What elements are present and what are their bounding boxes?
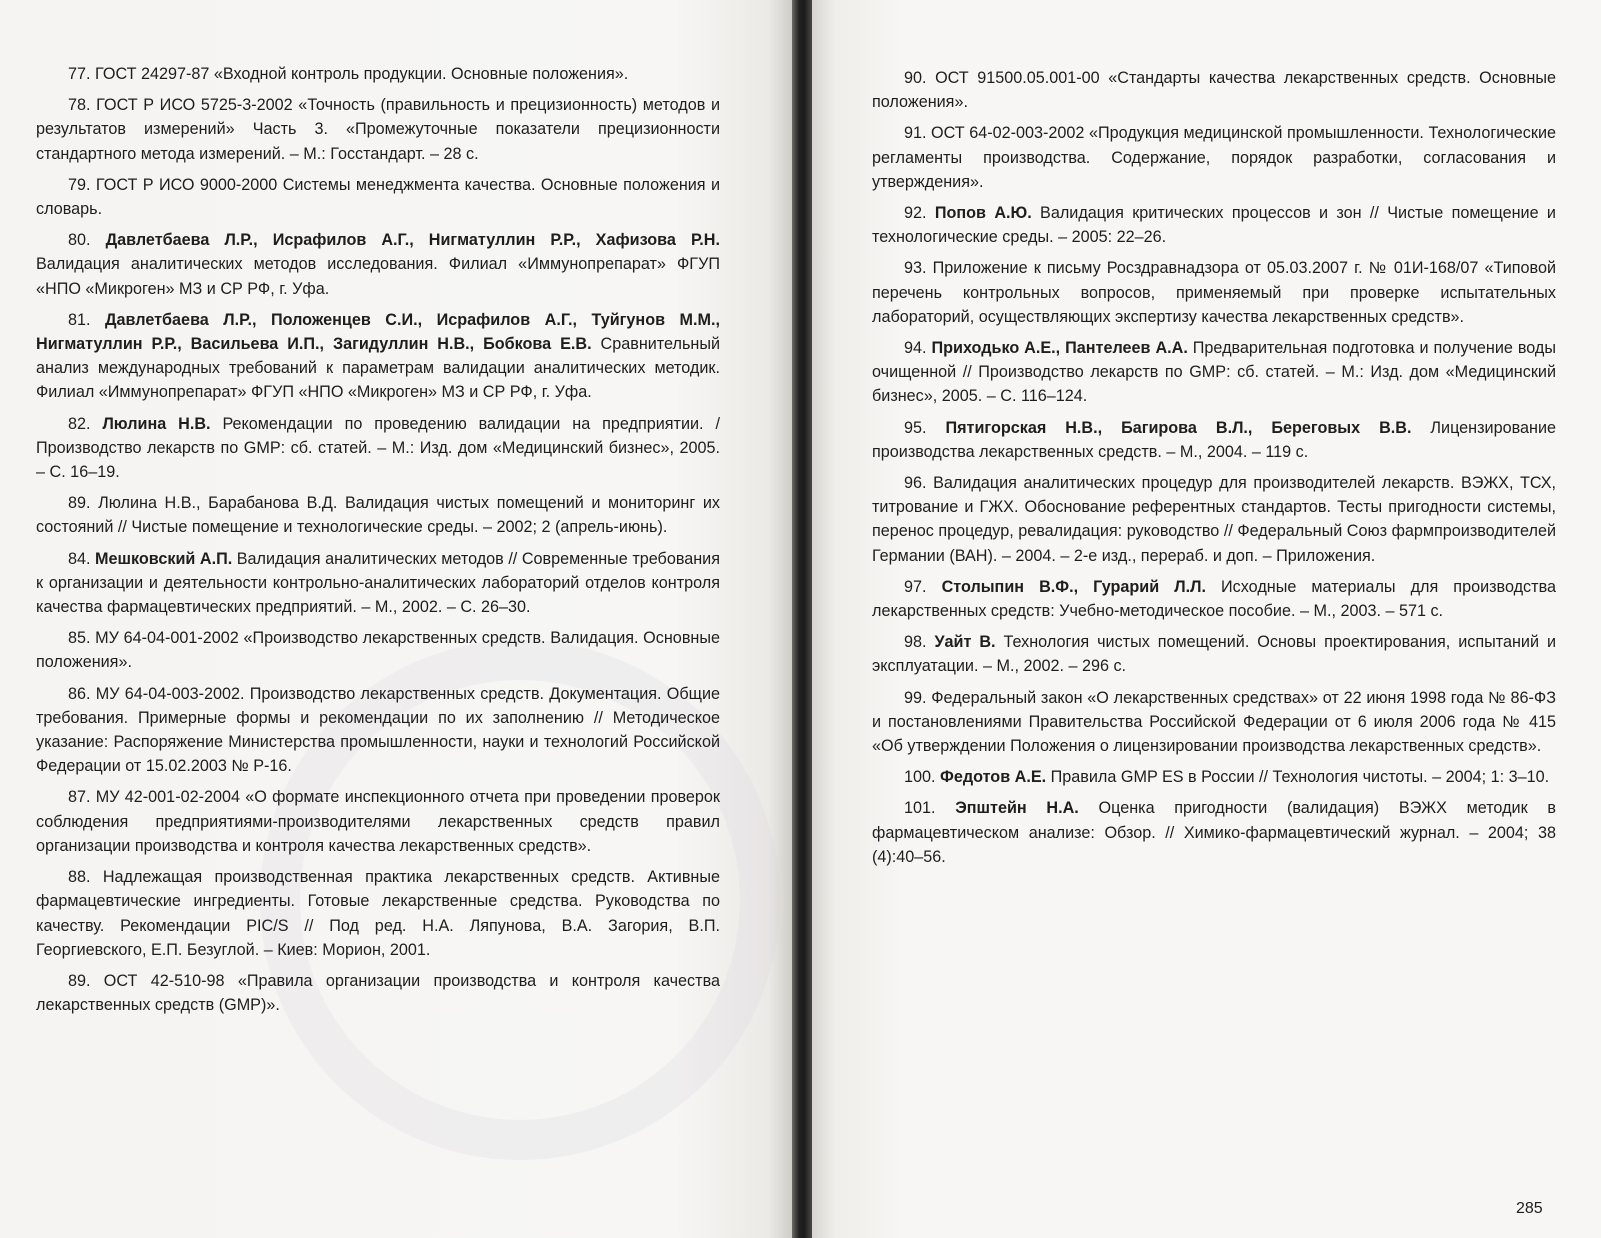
reference-authors: Столыпин В.Ф., Гурарий Л.Л. [941, 577, 1206, 596]
reference-text: 80. [68, 231, 106, 250]
reference-entry [872, 765, 1556, 789]
reference-text: Правила GMP ES в России // Технология чистоты. – 2004; 1: 3–10. [1046, 768, 1550, 787]
reference-entry [872, 201, 1556, 249]
reference-authors: Федотов А.Е. [940, 768, 1047, 787]
reference-text: 84. [68, 549, 96, 568]
reference-entry [36, 228, 720, 301]
reference-text: 86. МУ 64-04-003-2002. Производство лекарственных средств. Документация. Общие требования. Примерные формы и рекомендации по их заполнению // Методическое указание: Распоряжение Министерства промышленности, науки и технологий Российской Федерации от 15.02.2003 № Р-16. [36, 684, 720, 776]
reference-text: 98. [904, 633, 935, 652]
reference-entry [36, 785, 720, 858]
reference-text: Лицензирование производства лекарственных средств. – М., 2004. – 119 с. [872, 418, 1556, 461]
reference-text: 77. ГОСТ 24297-87 «Входной контроль продукции. Основные положения». [68, 65, 629, 83]
reference-text: 93. Приложение к письму Росздравнадзора от 05.03.2007 г. № 01И-168/07 «Типовой перечень контрольных вопросов, применяемый при проверке испытательных лабораторий, осуществляющих экспертизу качества лекарственных средств». [872, 259, 1556, 326]
reference-entry [872, 416, 1556, 464]
reference-entry [36, 626, 720, 674]
reference-text: Сравнительный анализ международных требований к параметрам валидации аналитических методик. Филиал «Иммунопрепарат» ФГУП «НПО «Микроген» МЗ и СР РФ, г. Уфа. [36, 335, 720, 402]
reference-entry [872, 796, 1556, 869]
reference-entry [872, 121, 1556, 194]
reference-authors: Попов А.Ю. [934, 204, 1032, 223]
reference-text: 78. ГОСТ Р ИСО 5725-3-2002 «Точность (правильность и прецизионность) методов и результатов измерений» Часть 3. «Промежуточные показатели прецизионности стандартного метода измерений. – М.: Госстандарт. – 28 с. [36, 96, 720, 163]
reference-text: 87. МУ 42-001-02-2004 «О формате инспекционного отчета при проведении проверок соблюдения предприятиями-производителями лекарственных средств правил организации производства и контроля качества лекарственных средств». [36, 788, 720, 855]
reference-entry [36, 547, 720, 620]
reference-authors: Приходько А.Е., Пантелеев А.А. [931, 339, 1188, 358]
reference-text: 101. [904, 799, 956, 818]
reference-entry [36, 865, 720, 962]
reference-authors: Давлетбаева Л.Р., Положенцев С.И., Исрафилов А.Г., Туйгунов М.М., Нигматуллин Р.Р., Васильева И.П., Загидуллин Н.В., Бобкова Е.В. [36, 310, 720, 354]
reference-text: Рекомендации по проведению валидации на предприятии. / Производство лекарств по GMP: сб. статей. – М.: Изд. дом «Медицинский бизнес», 2005. – С. 16–19. [36, 414, 720, 482]
reference-entry [36, 173, 720, 221]
book-gutter [792, 0, 812, 1238]
reference-entry [36, 969, 720, 1017]
reference-text: Предварительная подготовка и получение воды очищенной // Производство лекарств по GMP: сб. статей. – М.: Изд. дом «Медицинский бизнес», 2005. – С. 116–124. [872, 339, 1556, 406]
reference-authors: Люлина Н.В. [102, 414, 211, 433]
reference-text: 91. ОСТ 64-02-003-2002 «Продукция медицинской промышленности. Технологические регламенты производства. Содержание, порядок разработки, согласования и утверждения». [872, 124, 1556, 191]
reference-text: 97. [904, 577, 942, 596]
reference-text: 88. Надлежащая производственная практика лекарственных средств. Активные фармацевтические ингредиенты. Готовые лекарственные средства. Руководства по качеству. Рекомендации PIC/S // Под ред. Н.А. Ляпунова, В.А. Загория, В.П. Георгиевского, Е.П. Безуглой. – Киев: Морион, 2001. [36, 868, 720, 959]
reference-entry [872, 256, 1556, 329]
reference-entry [36, 308, 720, 405]
reference-text: 100. [904, 768, 941, 787]
reference-text: 89. ОСТ 42-510-98 «Правила организации производства и контроля качества лекарственных средств (GMP)». [36, 971, 720, 1015]
reference-text: Валидация аналитических методов исследования. Филиал «Иммунопрепарат» ФГУП «НПО «Микроген» МЗ и СР РФ, г. Уфа. [36, 255, 720, 298]
right-reference-list [872, 66, 1556, 876]
reference-text: Оценка пригодности (валидация) ВЭЖХ методик в фармацевтическом анализе: Обзор. // Химико-фармацевтический журнал. – 2004; 38 (4):40–56. [872, 799, 1556, 866]
left-reference-list [36, 62, 720, 1024]
reference-entry [872, 66, 1556, 114]
reference-text: 82. [68, 414, 103, 433]
reference-entry [872, 471, 1556, 568]
reference-text: 90. ОСТ 91500.05.001-00 «Стандарты качества лекарственных средств. Основные положения». [872, 69, 1556, 112]
reference-entry [36, 412, 720, 485]
reference-text: 85. МУ 64-04-001-2002 «Производство лекарственных средств. Валидация. Основные положения». [36, 629, 720, 672]
reference-entry [36, 62, 720, 86]
reference-authors: Пятигорская Н.В., Багирова В.Л., Береговых В.В. [945, 418, 1412, 437]
reference-entry [36, 93, 720, 166]
reference-entry [872, 575, 1556, 623]
page-number: 285 [1516, 1200, 1543, 1217]
reference-text: Исходные материалы для производства лекарственных средств: Учебно-методическое пособие. – М., 2003. – 571 с. [872, 577, 1556, 621]
reference-text: Валидация критических процессов и зон // Чистые помещение и технологические среды. – 2005: 22–26. [872, 204, 1556, 247]
reference-text: 96. Валидация аналитических процедур для производителей лекарств. ВЭЖХ, ТСХ, титрование и ГЖХ. Обоснование референтных стандартов. Тесты пригодности системы, перенос процедур, ревалидация: руководство // Федеральный Союз фармпроизводителей Германии (ВАН). – 2004. – 2-е изд., перераб. и доп. – Приложения. [872, 474, 1556, 565]
reference-authors: Уайт В. [934, 633, 996, 652]
reference-text: Технология чистых помещений. Основы проектирования, испытаний и эксплуатации. – М., 2002. – 296 с. [872, 633, 1556, 676]
reference-text: 99. Федеральный закон «О лекарственных средствах» от 22 июня 1998 года № 86-ФЗ и постановлениями Правительства Российской Федерации от 6 июля 2006 года № 415 «Об утверждении Положения о лицензировании производства лекарственных средств». [872, 688, 1556, 756]
reference-text: 94. [904, 339, 932, 358]
reference-entry [36, 491, 720, 539]
reference-text: 79. ГОСТ Р ИСО 9000-2000 Системы менеджмента качества. Основные положения и словарь. [36, 175, 720, 219]
reference-authors: Давлетбаева Л.Р., Исрафилов А.Г., Нигматуллин Р.Р., Хафизова Р.Н. [105, 231, 720, 250]
reference-text: 89. Люлина Н.В., Барабанова В.Д. Валидация чистых помещений и мониторинг их состояний // Чистые помещение и технологические среды. – 2002; 2 (апрель-июнь). [36, 494, 720, 537]
reference-authors: Эпштейн Н.А. [955, 799, 1079, 818]
reference-text: 92. [904, 204, 935, 223]
reference-text: 81. [68, 310, 105, 329]
reference-text: 95. [904, 418, 946, 437]
reference-entry [872, 686, 1556, 759]
reference-entry [872, 630, 1556, 678]
reference-text: Валидация аналитических методов // Современные требования к организации и деятельности контрольно-аналитических лабораторий отделов контроля качества фармацевтических предприятий. – М., 2002. – С. 26–30. [36, 549, 720, 617]
reference-entry [872, 336, 1556, 409]
reference-entry [36, 682, 720, 779]
reference-authors: Мешковский А.П. [95, 549, 233, 568]
